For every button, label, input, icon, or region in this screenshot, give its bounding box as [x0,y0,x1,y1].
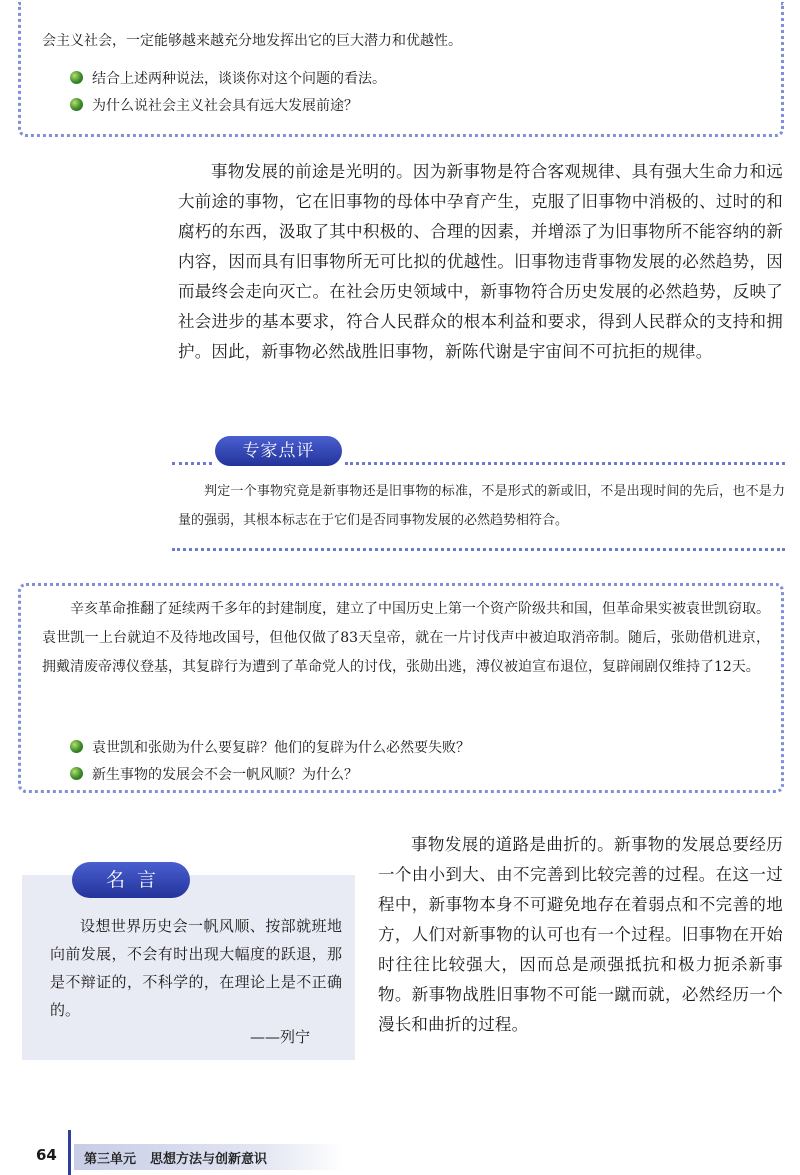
famous-quote [50,912,342,1024]
unit-title: 思想方法与创新意识 [150,1152,268,1167]
top-box-questions [70,64,770,118]
bullet-icon [70,98,83,111]
paragraph-text: 事物发展的前途是光明的。因为新事物是符合客观规律、具有强大生命力和远大前途的事物，它在旧事物的母体中孕育产生，克服了旧事物中消极的、过时的和腐朽的东西，汲取了其中积极的、合理的因素，并增添了为旧事物所不能容纳的新内容，因而具有旧事物所无可比拟的优越性。旧事物违背事物发展的必然趋势，因而最终会走向灭亡。在社会历史领域中，新事物符合历史发展的必然趋势，反映了社会进步的基本要求，符合人民群众的根本利益和要求，得到人民群众的支持和拥护。因此，新事物必然战胜旧事物，新陈代谢是宇宙间不可抗拒的规律。 [178,162,783,361]
expert-comment-tag: 专家点评 [215,436,342,466]
dotted-divider [172,548,785,551]
question-text: 结合上述两种说法，谈谈你对这个问题的看法。 [92,70,386,87]
case-text: 辛亥革命推翻了延续两千多年的封建制度，建立了中国历史上第一个资产阶级共和国，但革命果实被袁世凯窃取。袁世凯一上台就迫不及待地改国号，但他仅做了83天皇帝，就在一片讨伐声中被迫取消帝制。随后，张勋借机进京，拥戴清废帝溥仪登基，其复辟行为遭到了革命党人的讨伐，张勋出逃，溥仪被迫宣布退位，复辟闹剧仅维持了12天。 [42,601,770,675]
question-item [70,760,770,787]
main-paragraph-2 [378,830,783,1040]
expert-comment [178,477,785,535]
page-number: 64 [36,1146,57,1164]
question-text: 新生事物的发展会不会一帆风顺？为什么？ [92,766,358,783]
top-box-text: 会主义社会，一定能够越来越充分地发挥出它的巨大潜力和优越性。 [42,33,462,49]
question-text: 为什么说社会主义社会具有远大发展前途？ [92,97,358,114]
unit-number: 第三单元 [84,1152,137,1167]
bullet-icon [70,71,83,84]
main-paragraph-1 [178,157,783,367]
famous-quote-tag: 名言 [72,862,190,898]
bullet-icon [70,767,83,780]
middle-box-text [42,595,770,682]
question-text: 袁世凯和张勋为什么要复辟？他们的复辟为什么必然要失败？ [92,739,470,756]
dotted-divider [345,462,785,465]
question-item [70,91,770,118]
bullet-icon [70,740,83,753]
paragraph-text: 事物发展的道路是曲折的。新事物的发展总要经历一个由小到大、由不完善到比较完善的过程。在这一过程中，新事物本身不可避免地存在着弱点和不完善的地方，人们对新事物的认可也有一个过程。旧事物在开始时往往比较强大，因而总是顽强抵抗和极力扼杀新事物。新事物战胜旧事物不可能一蹴而就，必然经历一个漫长和曲折的过程。 [378,835,783,1034]
unit-label [84,1148,281,1167]
quote-text: 设想世界历史会一帆风顺、按部就班地向前发展，不会有时出现大幅度的跃退，那是不辩证的，不科学的，在理论上是不正确的。 [50,917,342,1019]
expert-comment-text: 判定一个事物究竟是新事物还是旧事物的标准，不是形式的新或旧，不是出现时间的先后，也不是力量的强弱，其根本标志在于它们是否同事物发展的必然趋势相符合。 [178,484,785,528]
question-item [70,64,770,91]
middle-box-questions [70,733,770,787]
quote-author: ——列宁 [250,1028,311,1046]
question-item [70,733,770,760]
dotted-divider [172,462,212,465]
footer-accent-bar [68,1130,71,1175]
